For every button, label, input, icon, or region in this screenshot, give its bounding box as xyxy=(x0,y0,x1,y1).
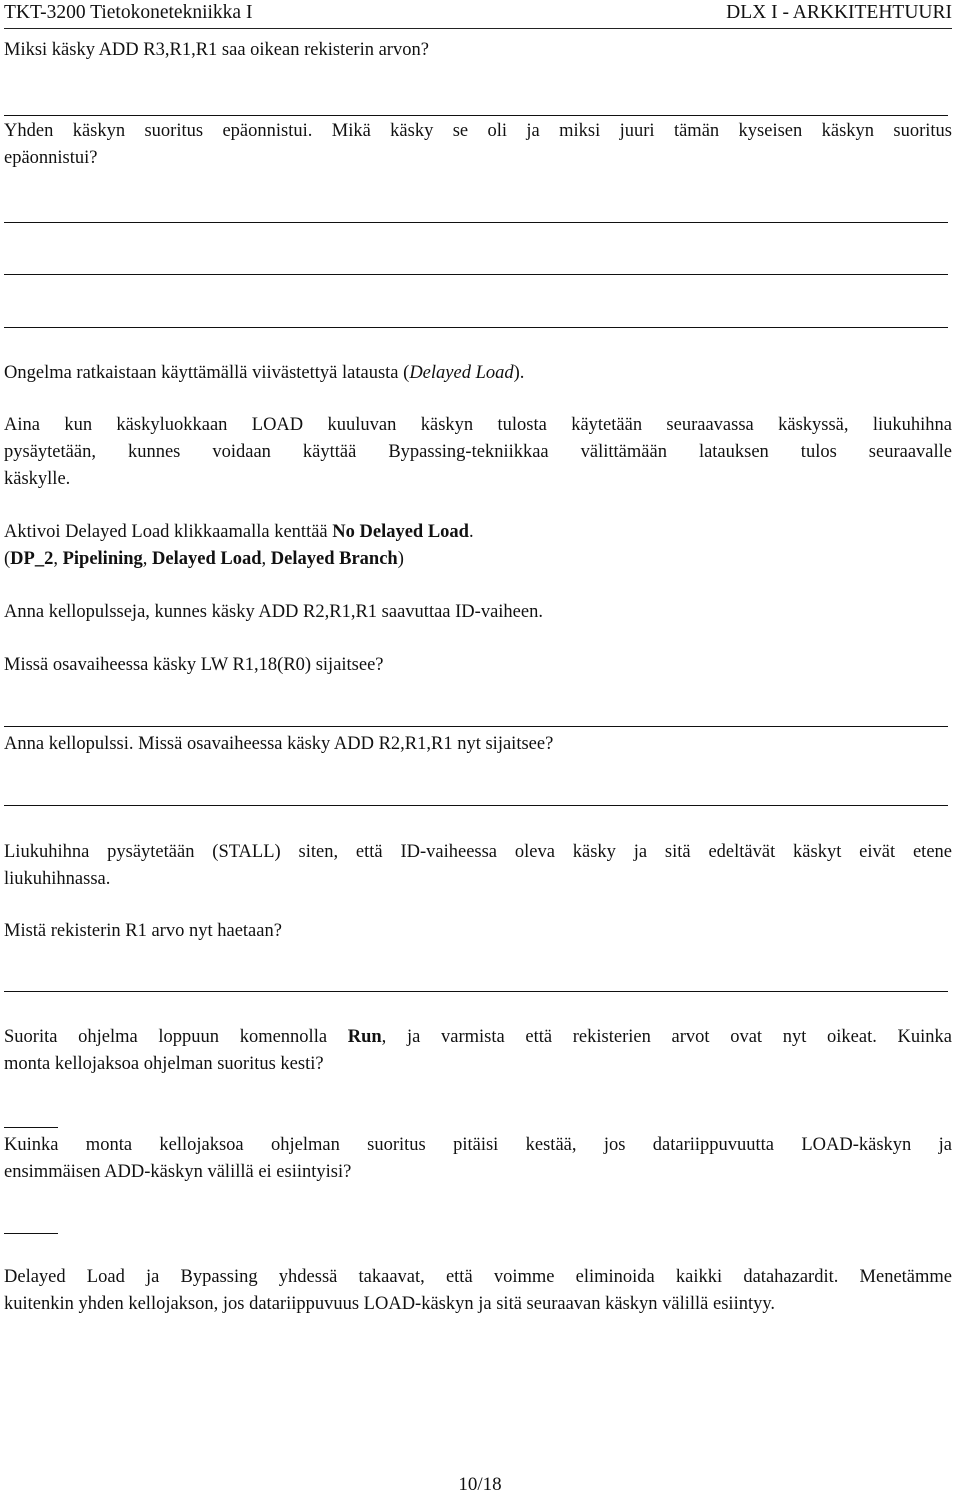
section-title: DLX I - ARKKITEHTUURI xyxy=(726,2,952,23)
run-paragraph-line2: monta kellojaksoa ohjelman suoritus kesti? xyxy=(4,1054,324,1074)
answer-line xyxy=(4,274,948,275)
run-paragraph-line1: Suorita ohjelma loppuun komennolla Run, ja varmista että rekisterien arvot ovat nyt oikeat. Kuinka xyxy=(4,1027,952,1047)
answer-line xyxy=(4,115,948,116)
page-number: 10/18 xyxy=(458,1474,502,1495)
question-r1-source: Mistä rekisterin R1 arvo nyt haetaan? xyxy=(4,921,282,941)
aina-paragraph-line1: Aina kun käskyluokkaan LOAD kuuluvan käskyn tulosta käytetään seuraavassa käskyssä, liukuhihna xyxy=(4,415,952,435)
course-title: TKT-3200 Tietokonetekniikka I xyxy=(4,2,253,23)
aina-paragraph-line3: käskylle. xyxy=(4,469,71,489)
menu-path: (DP_2, Pipelining, Delayed Load, Delayed Branch) xyxy=(4,549,404,569)
final-paragraph-line1: Delayed Load ja Bypassing yhdessä takaavat, että voimme eliminoida kaikki datahazardit. Menetämme xyxy=(4,1267,952,1287)
question-add-r3: Miksi käsky ADD R3,R1,R1 saa oikean rekisterin arvon? xyxy=(4,40,429,60)
delayed-load-term: Delayed Load xyxy=(409,363,514,383)
delayed-load-intro: Ongelma ratkaistaan käyttämällä viivästettyä latausta (Delayed Load). xyxy=(4,363,525,383)
answer-line xyxy=(4,805,948,806)
answer-line xyxy=(4,327,948,328)
question-add-r2-stage: Anna kellopulssi. Missä osavaiheessa käsky ADD R2,R1,R1 nyt sijaitsee? xyxy=(4,734,554,754)
question-failed-instruction-line2: epäonnistui? xyxy=(4,148,98,168)
answer-line xyxy=(4,991,948,992)
run-command: Run xyxy=(347,1027,382,1047)
answer-line xyxy=(4,222,948,223)
aina-paragraph-line2: pysäytetään, kunnes voidaan käyttää Bypassing-tekniikkaa välittämään latauksen tulos seuraavalle xyxy=(4,442,952,462)
answer-line xyxy=(4,726,948,727)
cycles-question-line1: Kuinka monta kellojaksoa ohjelman suoritus pitäisi kestää, jos datariippuvuutta LOAD-käskyn ja xyxy=(4,1135,952,1155)
page-header xyxy=(4,0,952,29)
stall-paragraph-line1: Liukuhihna pysäytetään (STALL) siten, että ID-vaiheessa oleva käsky ja sitä edeltävät käskyt eivät etene xyxy=(4,842,952,862)
final-paragraph-line2: kuitenkin yhden kellojakson, jos datariippuvuus LOAD-käskyn ja sitä seuraavan käskyn välillä esiintyy. xyxy=(4,1294,776,1314)
question-failed-instruction-line1: Yhden käskyn suoritus epäonnistui. Mikä käsky se oli ja miksi juuri tämän kyseisen käskyn suoritus xyxy=(4,121,952,141)
short-answer-line xyxy=(4,1233,58,1234)
question-lw-stage: Missä osavaiheessa käsky LW R1,18(R0) sijaitsee? xyxy=(4,655,384,675)
instruction-clock-pulses: Anna kellopulsseja, kunnes käsky ADD R2,R1,R1 saavuttaa ID-vaiheen. xyxy=(4,602,543,622)
activate-instruction: Aktivoi Delayed Load klikkaamalla kenttää No Delayed Load. xyxy=(4,522,474,542)
stall-paragraph-line2: liukuhihnassa. xyxy=(4,869,111,889)
short-answer-line xyxy=(4,1127,58,1128)
cycles-question-line2: ensimmäisen ADD-käskyn välillä ei esiintyisi? xyxy=(4,1162,352,1182)
no-delayed-load-term: No Delayed Load xyxy=(332,522,469,542)
